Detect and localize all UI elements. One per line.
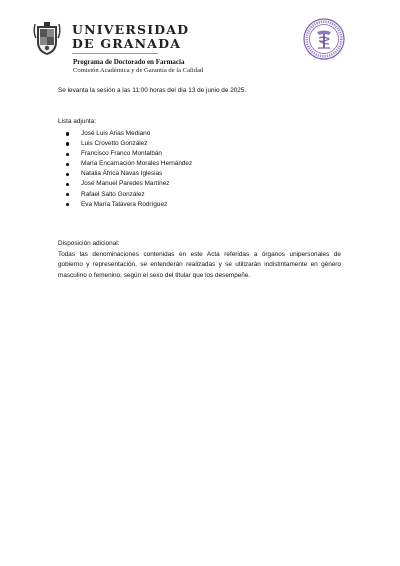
bullet-icon [66,142,69,145]
list-item [66,139,192,149]
attendee-name: Natalia África Navas Iglesias [81,170,163,178]
pharmacy-seal-icon [303,18,345,60]
list-item [66,179,192,189]
list-item [66,190,192,200]
bullet-icon [66,153,69,156]
attachment-list-title: Lista adjunta: [58,118,97,125]
additional-provision-body [58,250,341,281]
list-item [66,149,192,159]
university-name [72,24,189,50]
provision-line: Todas las denominaciones contenidas en este Acta referidas a órganos unipersonales de [58,251,341,258]
attendee-name: Rafael Salto González [81,190,145,198]
attendee-name: Francisco Franco Montalbán [81,150,162,158]
attendee-list [66,129,192,210]
attendee-name: José Luis Arias Mediano [81,130,151,137]
additional-provision-title: Disposición adicional: [58,240,120,247]
bullet-icon [66,132,69,135]
list-item [66,159,192,169]
program-title: Programa de Doctorado en Farmacia [73,58,185,66]
list-item [66,129,192,139]
bullet-icon [66,173,69,176]
list-item [66,169,192,179]
attendee-name: María Encarnación Morales Hernández [81,160,193,168]
list-item [66,200,192,210]
attendee-name: Luis Crovetto González [81,140,148,148]
header-divider [72,53,158,54]
bullet-icon [66,163,69,166]
university-name-line2: DE GRANADA [72,35,182,51]
bullet-icon [66,203,69,206]
provision-line: masculino o femenino, según el sexo del titular que los desempeñe. [58,271,251,279]
session-closing-text: Se levanta la sesión a las 11:00 horas del día 13 de junio de 2025. [58,87,247,94]
university-coat-of-arms-icon [33,22,61,56]
provision-line: gobierno y representación, se entenderán realizadas y se utilizarán indistintamente en género [58,261,341,269]
attendee-name: José Manuel Paredes Martínez [81,180,170,188]
bullet-icon [66,183,69,186]
program-subtitle: Comisión Académica y de Garantía de la Calidad [73,67,204,74]
university-name-line1: UNIVERSIDAD [72,22,190,37]
attendee-name: Eva María Talavera Rodríguez [81,200,168,208]
bullet-icon [66,193,69,196]
